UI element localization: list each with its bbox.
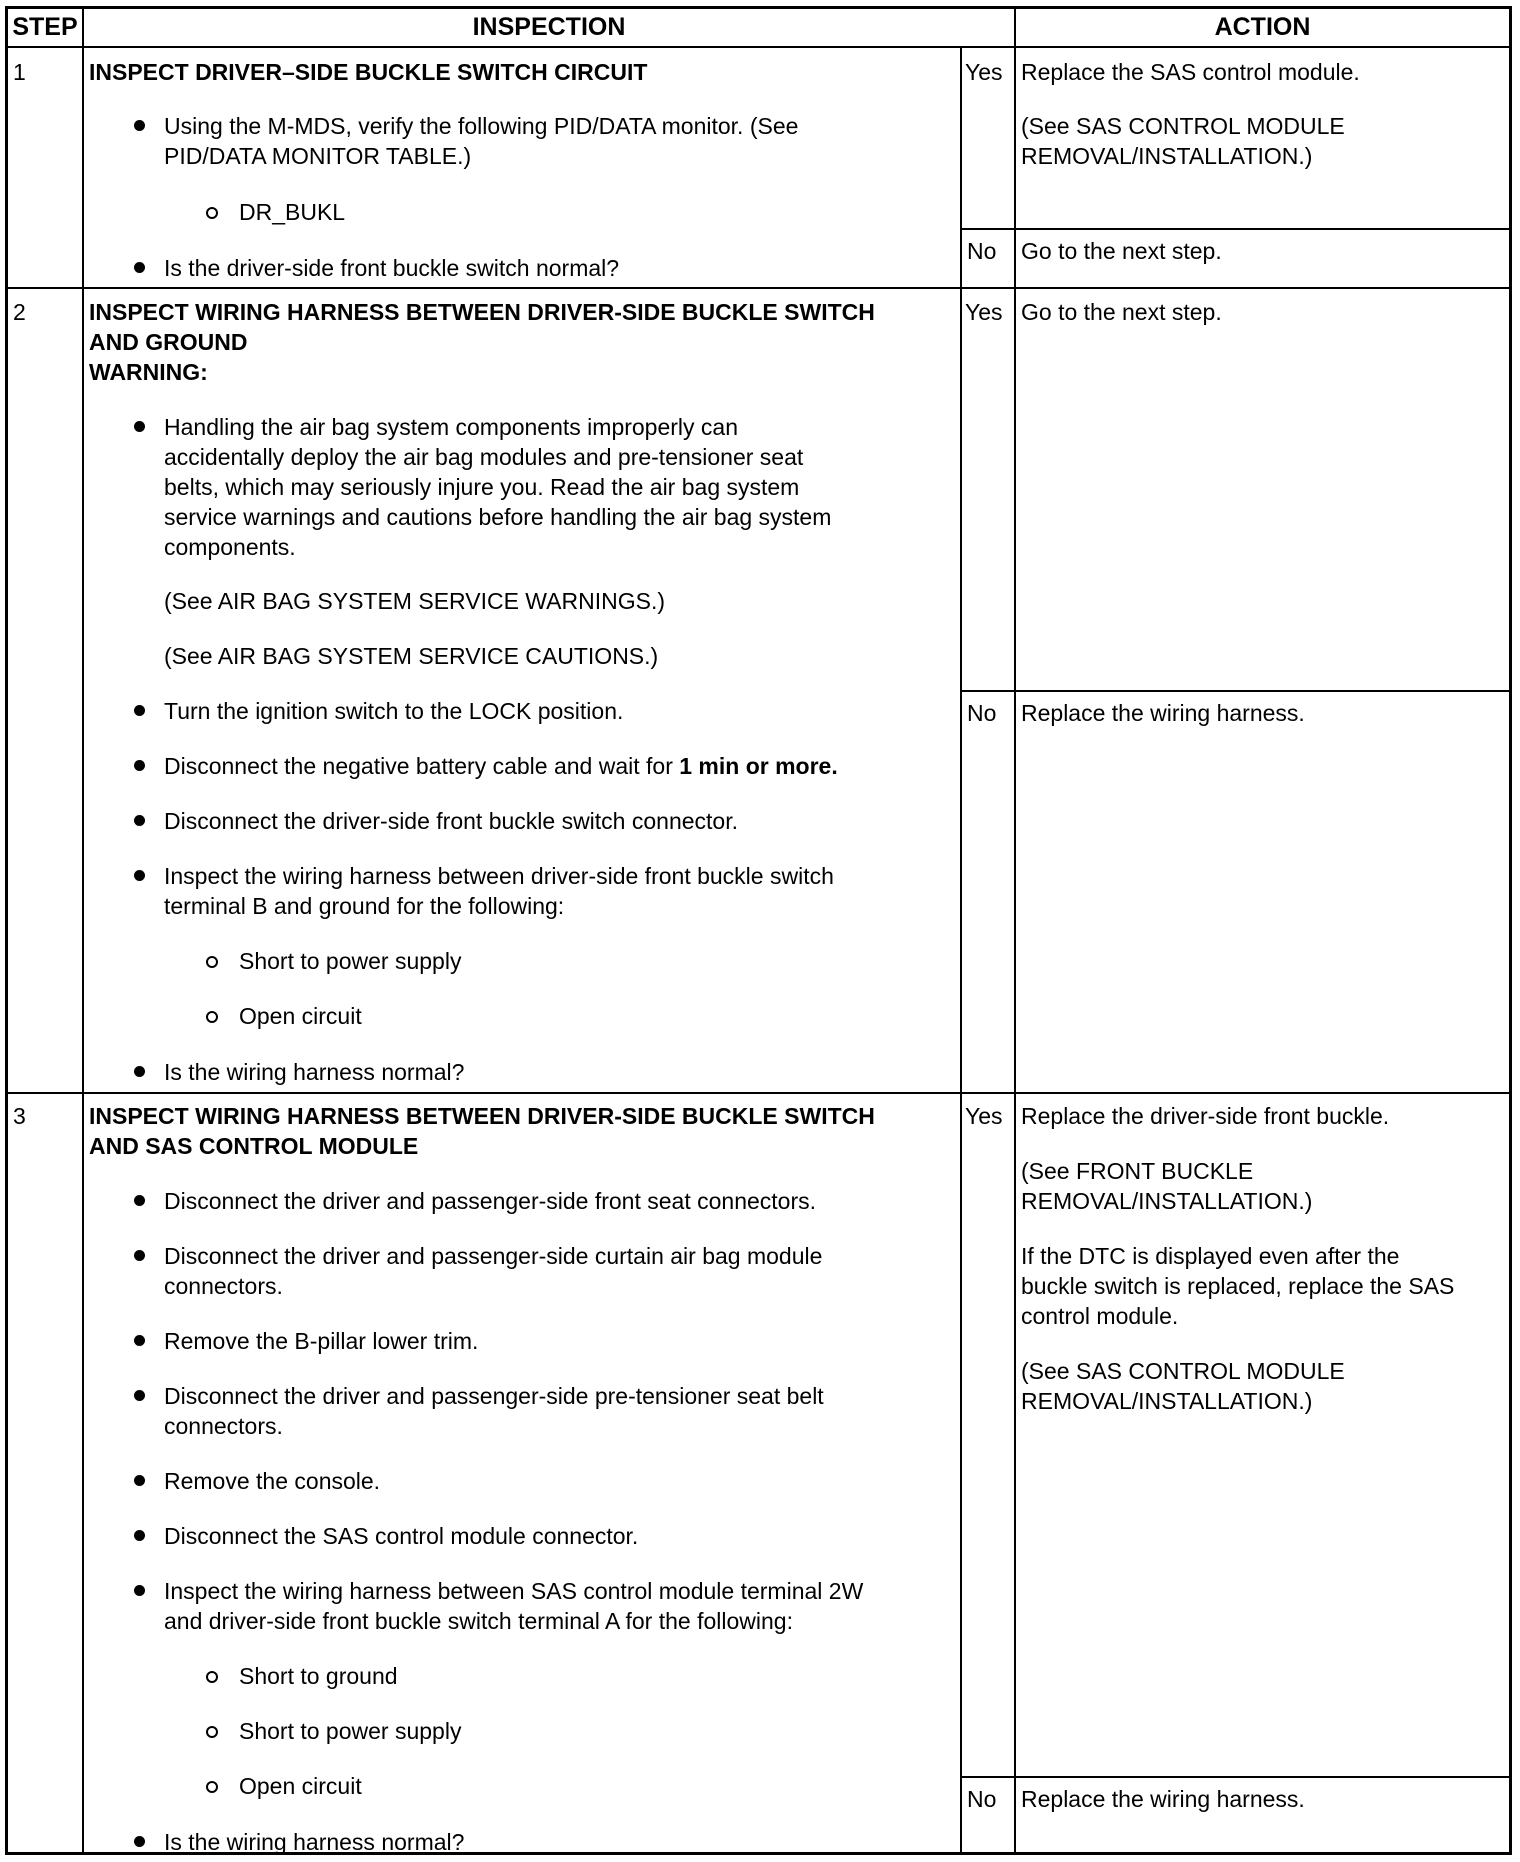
yes-label: Yes [965,1103,1003,1129]
reference-text: (See AIR BAG SYSTEM SERVICE WARNINGS.) [164,588,666,614]
circle-bullet-icon [206,1781,218,1793]
yesno-divider-1 [960,228,1509,230]
bullet-icon [134,1836,145,1847]
action-text: Replace the driver-side front buckle. [1021,1103,1390,1129]
action-text: REMOVAL/INSTALLATION.) [1021,1188,1313,1214]
bullet-icon [134,1335,145,1346]
header-step: STEP [12,12,78,41]
action-text: buckle switch is replaced, replace the SAS [1021,1273,1455,1299]
bullet-icon [134,421,145,432]
inspection-item: components. [164,534,296,560]
no-label: No [967,1786,997,1812]
step-title: INSPECT DRIVER–SIDE BUCKLE SWITCH CIRCUIT [89,59,648,85]
inspection-item [164,751,838,781]
bullet-icon [134,1475,145,1486]
inspection-subitem: Short to ground [239,1663,398,1689]
circle-bullet-icon [206,1726,218,1738]
step-number: 3 [13,1103,26,1129]
inspection-item: Disconnect the driver and passenger-side curtain air bag module [164,1243,823,1269]
inspection-subitem: Open circuit [239,1003,362,1029]
step-title: INSPECT WIRING HARNESS BETWEEN DRIVER-SIDE BUCKLE SWITCH [89,299,875,325]
inspection-item: Handling the air bag system components improperly can [164,414,739,440]
action-text: control module. [1021,1303,1179,1329]
inspection-item: Turn the ignition switch to the LOCK position. [164,698,624,724]
bullet-icon [134,1530,145,1541]
inspection-item: Disconnect the driver and passenger-side front seat connectors. [164,1188,817,1214]
divider-step [82,8,84,1853]
yesno-divider-3 [960,1776,1509,1778]
yesno-divider-2 [960,690,1509,692]
yes-label: Yes [965,59,1003,85]
inspection-item-text: Disconnect the negative battery cable and wait for [164,753,673,779]
action-text: Replace the wiring harness. [1021,700,1305,726]
inspection-item: accidentally deploy the air bag modules and pre-tensioner seat [164,444,804,470]
inspection-item: Is the wiring harness normal? [164,1829,465,1855]
inspection-item: belts, which may seriously injure you. Read the air bag system [164,474,800,500]
row-divider-2 [8,1092,1509,1094]
no-label: No [967,700,997,726]
bullet-icon [134,1585,145,1596]
inspection-subitem: DR_BUKL [239,199,346,225]
inspection-item: Remove the console. [164,1468,381,1494]
divider-action [1014,8,1016,1853]
bullet-icon [134,815,145,826]
header-inspection: INSPECTION [472,12,626,41]
action-text: If the DTC is displayed even after the [1021,1243,1400,1269]
bullet-icon [134,1250,145,1261]
inspection-item: Disconnect the driver-side front buckle switch connector. [164,808,738,834]
inspection-item: Disconnect the SAS control module connector. [164,1523,639,1549]
inspection-item: Remove the B-pillar lower trim. [164,1328,479,1354]
bullet-icon [134,1390,145,1401]
action-text: REMOVAL/INSTALLATION.) [1021,143,1313,169]
action-text: REMOVAL/INSTALLATION.) [1021,1388,1313,1414]
row-divider-1 [8,287,1509,289]
circle-bullet-icon [206,1011,218,1023]
action-text: Go to the next step. [1021,299,1222,325]
inspection-item: Inspect the wiring harness between SAS control module terminal 2W [164,1578,864,1604]
bullet-icon [134,705,145,716]
inspection-item: Is the driver-side front buckle switch normal? [164,255,620,281]
inspection-item: Using the M-MDS, verify the following PID/DATA monitor. (See [164,113,799,139]
action-text: (See FRONT BUCKLE [1021,1158,1254,1184]
bullet-icon [134,760,145,771]
inspection-item: Inspect the wiring harness between driver-side front buckle switch [164,863,834,889]
wait-duration: 1 min or more. [679,753,838,779]
circle-bullet-icon [206,207,218,219]
no-label: No [967,238,997,264]
step-title: INSPECT WIRING HARNESS BETWEEN DRIVER-SIDE BUCKLE SWITCH [89,1103,875,1129]
bullet-icon [134,262,145,273]
circle-bullet-icon [206,956,218,968]
bullet-icon [134,120,145,131]
inspection-item: Disconnect the driver and passenger-side pre-tensioner seat belt [164,1383,824,1409]
inspection-subitem: Short to power supply [239,948,462,974]
reference-text: (See AIR BAG SYSTEM SERVICE CAUTIONS.) [164,643,659,669]
header-divider [8,46,1509,48]
inspection-subitem: Short to power supply [239,1718,462,1744]
header-action: ACTION [1214,12,1311,41]
inspection-item: terminal B and ground for the following: [164,893,565,919]
inspection-item: Is the wiring harness normal? [164,1059,465,1085]
bullet-icon [134,1195,145,1206]
action-text: Go to the next step. [1021,238,1222,264]
warning-label: WARNING: [89,359,208,385]
inspection-item: and driver-side front buckle switch terminal A for the following: [164,1608,793,1634]
step-number: 1 [13,59,26,85]
step-title: AND SAS CONTROL MODULE [89,1133,419,1159]
bullet-icon [134,1066,145,1077]
step-number: 2 [13,299,26,325]
action-text: (See SAS CONTROL MODULE [1021,113,1345,139]
divider-yesno [960,46,962,1853]
step-title: AND GROUND [89,329,248,355]
circle-bullet-icon [206,1671,218,1683]
inspection-item: service warnings and cautions before handling the air bag system [164,504,832,530]
inspection-item: connectors. [164,1413,283,1439]
inspection-subitem: Open circuit [239,1773,362,1799]
action-text: Replace the wiring harness. [1021,1786,1305,1812]
inspection-item: connectors. [164,1273,283,1299]
yes-label: Yes [965,299,1003,325]
inspection-item: PID/DATA MONITOR TABLE.) [164,143,472,169]
bullet-icon [134,870,145,881]
action-text: (See SAS CONTROL MODULE [1021,1358,1345,1384]
action-text: Replace the SAS control module. [1021,59,1360,85]
